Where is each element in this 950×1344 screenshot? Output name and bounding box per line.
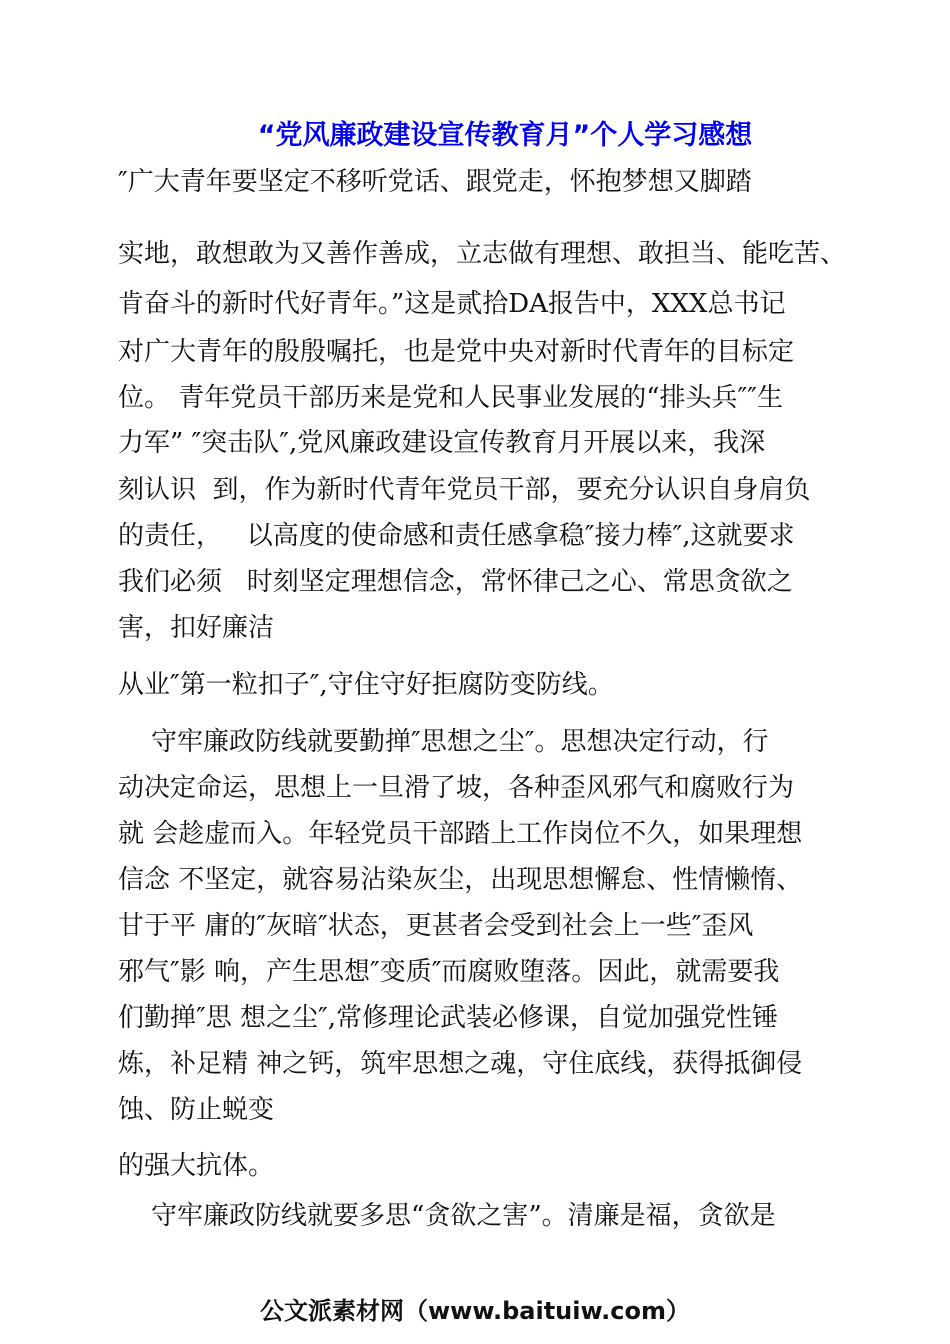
body-line-12: 守牢廉政防线就要勤掸″思想之尘″。思想决定行动，行 xyxy=(118,727,769,757)
body-line-11: 从业″第一粒扣子″,守住守好拒腐防变防线。 xyxy=(118,670,614,700)
body-line-15: 信念 不坚定，就容易沾染灰尘，出现思想懈怠、性情懒惰、 xyxy=(118,865,803,895)
body-line-4: 对广大青年的殷殷嘱托，也是党中央对新时代青年的目标定 xyxy=(118,337,795,367)
body-line-2: 实地，敢想敢为又善作善成，立志做有理想、敢担当、能吃苦、 xyxy=(118,239,847,269)
body-line-17: 邪气″影 响，产生思想″变质″而腐败堕落。因此，就需要我 xyxy=(118,957,780,987)
body-line-21: 的强大抗体。 xyxy=(118,1151,275,1181)
body-line-1: ″广大青年要坚定不移听党话、跟党走，怀抱梦想又脚踏 xyxy=(118,167,752,197)
body-line-5: 位。 青年党员干部历来是党和人民事业发展的“排头兵″″生 xyxy=(118,383,783,413)
body-line-10: 害，扣好廉洁 xyxy=(118,613,275,643)
body-line-13: 动决定命运，思想上一旦滑了坡，各种歪风邪气和腐败行为 xyxy=(118,773,795,803)
body-line-9: 我们必须 时刻坚定理想信念，常怀律己之心、常思贪欲之 xyxy=(118,567,793,597)
body-line-6: 力军” ″突击队″,党风廉政建设宣传教育月开展以来，我深 xyxy=(118,428,766,458)
body-line-20: 蚀、防止蜕变 xyxy=(118,1095,275,1125)
body-line-7: 刻认识 到，作为新时代青年党员干部，要充分认识自身肩负 xyxy=(118,475,811,505)
body-line-18: 们勤掸″思 想之尘″,常修理论武装必修课，自觉加强党性锤 xyxy=(118,1003,778,1033)
body-line-19: 炼，补足精 神之钙，筑牢思想之魂，守住底线，获得抵御侵 xyxy=(118,1049,803,1079)
footer-source: 公文派素材网（www.baituiw.com） xyxy=(260,1297,690,1325)
document-title: “党风廉政建设宣传教育月”个人学习感想 xyxy=(257,120,753,151)
body-line-22: 守牢廉政防线就要多思“贪欲之害”。清廉是福，贪欲是 xyxy=(118,1201,776,1231)
body-line-8: 的责任， 以高度的使命感和责任感拿稳″接力棒″,这就要求 xyxy=(118,521,795,551)
body-line-14: 就 会趁虚而入。年轻党员干部踏上工作岗位不久，如果理想 xyxy=(118,819,803,849)
body-line-3: 肯奋斗的新时代好青年。”这是贰拾DA报告中，XXX总书记 xyxy=(118,289,786,319)
body-line-16: 甘于平 庸的″灰暗″状态，更甚者会受到社会上一些″歪风 xyxy=(118,911,754,941)
